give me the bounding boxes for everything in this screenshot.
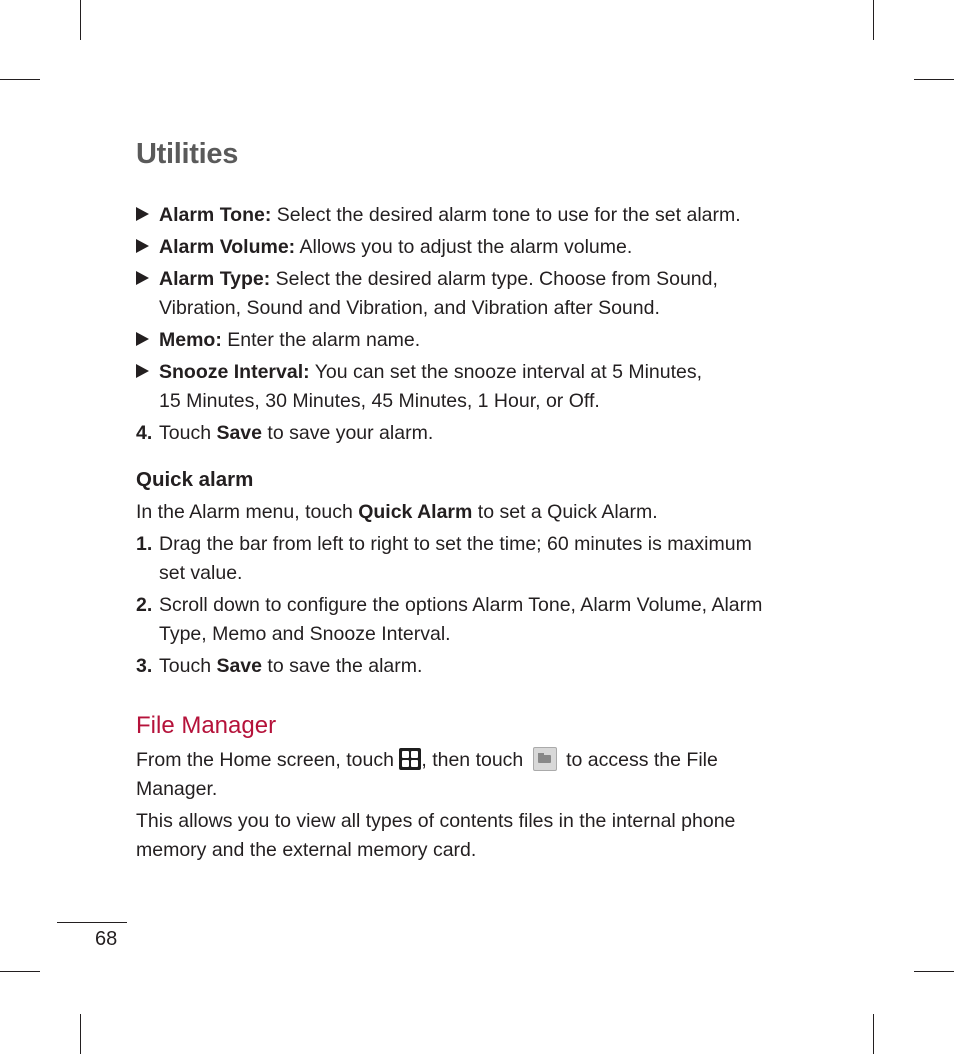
save-keyword: Save: [216, 422, 262, 444]
page-number-rule: [57, 922, 127, 923]
bullet-text: Select the desired alarm tone to use for the set alarm.: [271, 204, 741, 226]
crop-mark: [914, 79, 954, 80]
para-text: Manager.: [136, 778, 218, 800]
para-text: From the Home screen, touch: [136, 749, 400, 771]
step-text: Drag the bar from left to right to set the time; 60 minutes is maximum: [159, 533, 752, 555]
page-title: Utilities: [136, 138, 239, 170]
step-text: set value.: [159, 562, 243, 584]
bullet-label: Alarm Type:: [159, 268, 271, 290]
bullet-continuation: 15 Minutes, 30 Minutes, 45 Minutes, 1 Hour, or Off.: [159, 390, 600, 412]
bullet-text: Enter the alarm name.: [221, 329, 421, 351]
triangle-bullet-icon: [136, 332, 149, 346]
bullet-snooze-interval: [159, 360, 702, 384]
bullet-text: Allows you to adjust the alarm volume.: [295, 236, 633, 258]
step-number: 2.: [136, 594, 153, 616]
apps-grid-icon: [399, 748, 421, 770]
crop-mark: [873, 0, 874, 40]
step-number: 4.: [136, 422, 153, 444]
bullet-continuation: Vibration, Sound and Vibration, and Vibration after Sound.: [159, 297, 660, 319]
bullet-text: You can set the snooze interval at 5 Minutes,: [309, 361, 703, 383]
para-text: , then touch: [421, 749, 529, 771]
quick-alarm-intro: [136, 500, 658, 524]
bullet-label: Alarm Tone:: [159, 204, 272, 226]
page-number: 68: [95, 928, 118, 950]
para-text: memory and the external memory card.: [136, 839, 477, 861]
step-3-text: [159, 654, 422, 678]
step-text: to save your alarm.: [262, 422, 434, 444]
bullet-label: Snooze Interval:: [159, 361, 310, 383]
quick-alarm-keyword: Quick Alarm: [358, 501, 473, 523]
crop-mark: [0, 79, 40, 80]
crop-mark: [873, 1014, 874, 1054]
file-manager-heading: File Manager: [136, 712, 277, 739]
crop-mark: [80, 1014, 81, 1054]
crop-mark: [0, 971, 40, 972]
bullet-alarm-volume: [159, 235, 632, 259]
bullet-label: Alarm Volume:: [159, 236, 296, 258]
para-text: This allows you to view all types of contents files in the internal phone: [136, 810, 736, 832]
triangle-bullet-icon: [136, 271, 149, 285]
triangle-bullet-icon: [136, 207, 149, 221]
bullet-alarm-type: [159, 267, 718, 291]
step-text: Touch: [159, 655, 217, 677]
crop-mark: [914, 971, 954, 972]
bullet-memo: [159, 328, 420, 352]
bullet-alarm-tone: [159, 203, 741, 227]
triangle-bullet-icon: [136, 364, 149, 378]
save-keyword: Save: [216, 655, 262, 677]
step-4-text: [159, 421, 433, 445]
file-manager-icon: [533, 747, 557, 771]
quick-alarm-heading: Quick alarm: [136, 468, 254, 491]
crop-mark: [80, 0, 81, 40]
step-text: Type, Memo and Snooze Interval.: [159, 623, 451, 645]
intro-text: In the Alarm menu, touch: [136, 501, 359, 523]
bullet-label: Memo:: [159, 329, 222, 351]
intro-text: to set a Quick Alarm.: [472, 501, 658, 523]
step-number: 3.: [136, 655, 153, 677]
para-text: to access the File: [560, 749, 718, 771]
triangle-bullet-icon: [136, 239, 149, 253]
step-text: to save the alarm.: [262, 655, 423, 677]
bullet-text: Select the desired alarm type. Choose from Sound,: [270, 268, 718, 290]
step-text: Touch: [159, 422, 217, 444]
step-number: 1.: [136, 533, 153, 555]
file-manager-para-1: [136, 748, 718, 773]
step-text: Scroll down to configure the options Alarm Tone, Alarm Volume, Alarm: [159, 594, 763, 616]
